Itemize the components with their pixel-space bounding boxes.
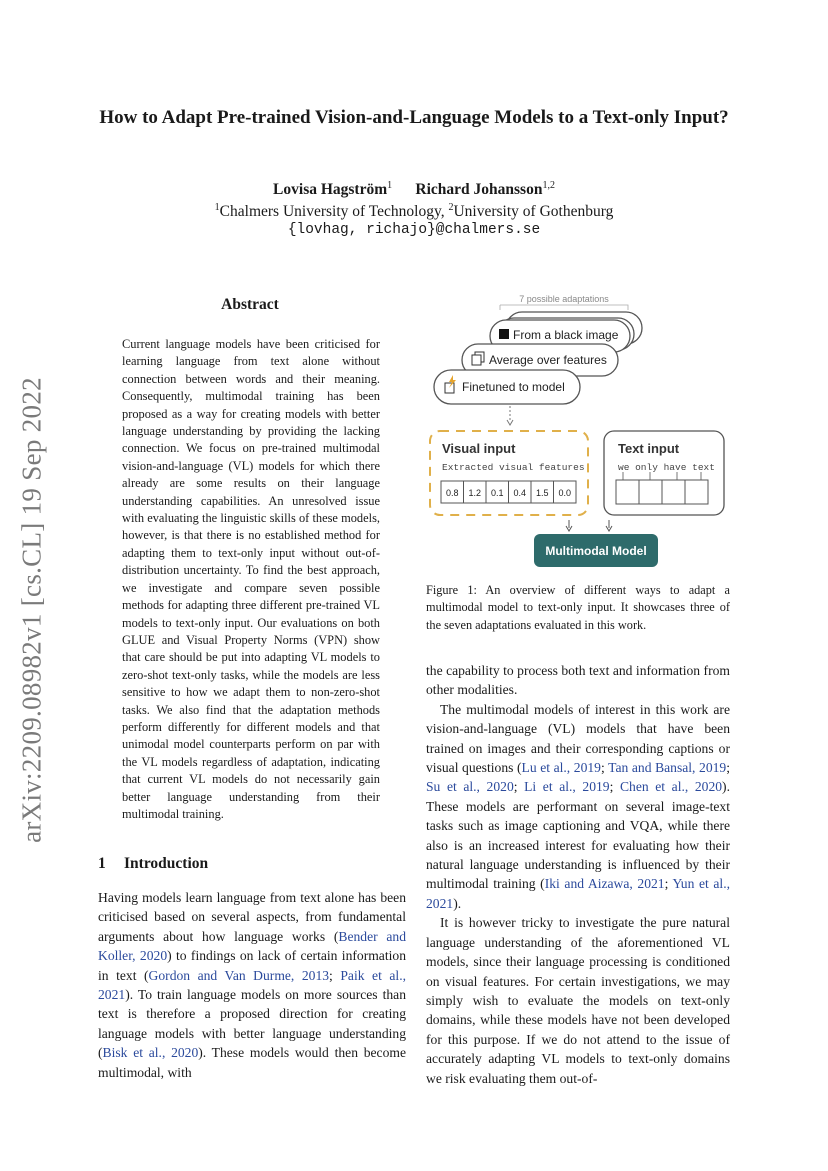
text-input-subtitle: we only have text: [618, 462, 715, 473]
abstract-heading: Abstract: [221, 296, 279, 313]
model-label: Multimodal Model: [545, 544, 647, 558]
body-text: ) to findings on lack of certain information in text (: [98, 948, 406, 983]
feature-value: 1.2: [468, 488, 482, 498]
feature-value: 1.5: [535, 488, 549, 498]
body-text: ). These models would then become multimodal, with: [98, 1045, 406, 1080]
adaptation-card-finetuned: [434, 370, 580, 404]
black-square-icon: [499, 329, 509, 339]
abstract-text: Current language models have been criticised for learning language from text alone without connection between words and their meaning. Consequently, multimodal training has been proposed as a way for creating models with better language understanding by providing the lacking connection. We focus on pre-trained multimodal vision-and-language (VL) models for which there already are some results on their language understanding capabilities. An unresolved issue with evaluating the linguistic skills of these models, however, is that there is no established method for adapting them to text-only input without out-of-distribution uncertainty. To find the best approach, we investigate and compare seven possible methods for adapting three different pre-trained VL models to text-only input. Our evaluations on both GLUE and Visual Property Norms (VPN) show that care should be put into adapting VL models to zero-shot text-only tasks, while the models are less sensitive to how we adapt them to non-zero-shot tasks. We also find that the adaptation methods perform differently for different models and that unimodal model counterparts perform on par with the VL models regardless of adaptation, indicating that current VL models do not necessarily gain better language understanding from their multimodal training.: [122, 337, 380, 821]
intro-left-column: [98, 888, 406, 1082]
body-text: ). These models are performant on several image-text tasks such as image captioning and VQA, while there also is an increased interest for evaluating how their natural language understanding is influenced by their multimodal training (: [426, 779, 730, 892]
feature-value: 0.8: [445, 488, 459, 498]
multimodal-model-block: [534, 534, 658, 567]
author-affil-sup: 1,2: [542, 180, 555, 191]
intro-right-column: [426, 661, 730, 1088]
figure-caption: Figure 1: An overview of different ways to adapt a multimodal model to text-only input. It showcases three of the seven adaptations evaluated in this work.: [426, 583, 730, 632]
paragraph: [426, 913, 730, 1088]
paragraph: [426, 700, 730, 913]
body-text: ).: [453, 895, 462, 911]
author-affil-sup: 1: [387, 180, 393, 191]
affil-sup: 2: [448, 202, 454, 213]
feature-value: 0.0: [558, 488, 572, 498]
body-text: ;: [726, 760, 731, 776]
affil-name: Chalmers University of Technology,: [219, 203, 449, 221]
section-title: Introduction: [124, 855, 209, 872]
author-name: Richard Johansson: [415, 181, 543, 199]
author-list: [0, 180, 828, 199]
figure-1: [426, 288, 730, 574]
citation-link[interactable]: Bender and Koller, 2020: [98, 928, 407, 964]
affil-name: University of Gothenburg: [453, 203, 614, 221]
visual-input-title: Visual input: [442, 441, 516, 456]
text-input-title: Text input: [618, 441, 680, 456]
citation-link[interactable]: Yun et al., 2021: [426, 876, 730, 911]
arxiv-stamp-text: arXiv:2209.08982v1 [cs.CL] 19 Sep 2022: [16, 377, 47, 843]
paragraph: [426, 661, 730, 700]
paper-title: How to Adapt Pre-trained Vision-and-Language Models to a Text-only Input?: [99, 107, 729, 128]
citation-link[interactable]: Li et al., 2019: [524, 779, 610, 795]
card-label: Average over features: [489, 353, 607, 367]
figure-top-label: 7 possible adaptations: [519, 294, 609, 304]
card-label: Finetuned to model: [462, 380, 565, 394]
author-name: Lovisa Hagström: [273, 181, 388, 199]
citation-link[interactable]: Su et al., 2020: [426, 779, 514, 795]
citation-link[interactable]: Bisk et al., 2020: [102, 1045, 199, 1061]
body-text: ;: [664, 876, 673, 892]
affiliations: [0, 202, 828, 221]
visual-input-subtitle: Extracted visual features: [442, 462, 585, 473]
body-text: Having models learn language from text alone has been criticised based on several aspects, from fundamental arguments about how language works (: [98, 890, 406, 944]
card-label: From a black image: [513, 328, 619, 342]
citation-link[interactable]: Iki and Aizawa, 2021: [544, 876, 665, 892]
body-text: It is however tricky to investigate the pure natural language understanding of the aforementioned VL models, since their language processing is conditioned on visual features. For certain investigations, we may simply wish to evaluate the models on text-only domains, while these models have not been developed for this purpose. If we do not attend to the issue of accurately adapting VL models to text-only domains we risk evaluating them out-of-: [426, 915, 730, 1086]
body-text: ;: [329, 967, 341, 983]
section-number: 1: [98, 855, 106, 872]
feature-value: 0.4: [513, 488, 527, 498]
section-heading: [98, 855, 208, 873]
citation-link[interactable]: Paik et al., 2021: [98, 967, 406, 1003]
affil-sup: 1: [214, 202, 220, 213]
body-text: The multimodal models of interest in this work are vision-and-language (VL) models that have been trained on images and their corresponding captions or visual questions (: [426, 701, 730, 776]
body-text: ;: [609, 779, 620, 795]
citation-link[interactable]: Tan and Bansal, 2019: [608, 760, 727, 776]
body-text: ). To train language models on more sources than text is therefore a proposed direction for creating language models with better language understanding (: [98, 987, 406, 1061]
feature-values: [441, 481, 576, 503]
feature-value: 0.1: [490, 488, 504, 498]
body-text: ;: [600, 760, 609, 776]
arxiv-stamp: [16, 370, 48, 850]
body-text: ;: [513, 779, 525, 795]
body-text: the capability to process both text and information from other modalities.: [426, 663, 730, 698]
citation-link[interactable]: Chen et al., 2020: [619, 779, 723, 795]
citation-link[interactable]: Gordon and Van Durme, 2013: [148, 967, 330, 983]
author-emails: {lovhag, richajo}@chalmers.se: [287, 222, 541, 238]
citation-link[interactable]: Lu et al., 2019: [521, 760, 601, 776]
